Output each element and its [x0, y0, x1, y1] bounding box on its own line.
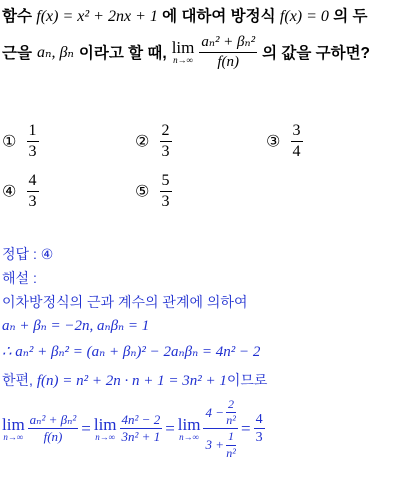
question-line2-c: 의 값을 구하면? [262, 45, 371, 62]
limit-operator-3: lim n→∞ [177, 414, 201, 442]
roots: aₙ, βₙ [36, 44, 74, 61]
explanation-line-2: aₙ + βₙ = −2n, aₙβₙ = 1 [2, 318, 150, 334]
question-line2-b: 이라고 할 때, [78, 45, 167, 62]
final-fraction-1: $\frac{\text{aₙ² + βₙ²}}{f(n)}$ [29, 412, 77, 445]
option-3[interactable]: ③ $\frac{3}{4}$ [266, 122, 301, 160]
fraction-numerator: aₙ² + βₙ² [199, 34, 257, 53]
fraction-denominator: f(n) [217, 53, 240, 70]
explanation-line-3: ∴ aₙ² + βₙ² = (aₙ + βₙ)² − 2aₙβₙ = 4n² − 2 [2, 344, 261, 360]
option-5[interactable]: ⑤ $\frac{5}{3}$ [135, 172, 170, 210]
function-definition: f(x) = x² + 2nx + 1 [36, 8, 158, 25]
question-mid: 에 대하여 방정식 [162, 8, 276, 25]
equation: f(x) = 0 [279, 8, 329, 25]
limit-operator-1: lim n→∞ [2, 414, 25, 442]
question-line-1 [2, 4, 368, 26]
option-1[interactable]: ① $\frac{1}{3}$ [2, 122, 37, 160]
final-result: $\frac{4}{3}$ [255, 411, 263, 446]
explanation-line-1: 이차방정식의 근과 계수의 관계에 의하여 [2, 294, 248, 310]
option-2[interactable]: ② $\frac{2}{3}$ [135, 122, 170, 160]
answer-label: 정답 : ④ [2, 246, 54, 262]
final-fraction-2: $\frac{\text{4n² − 2}}{\text{3n² + 1}}$ [121, 412, 161, 445]
explanation-label: 해설 : [2, 270, 37, 286]
question-suffix: 의 두 [333, 8, 368, 25]
limit-operator: lim n→∞ [171, 38, 195, 65]
explanation-line-4: 한편, f(n) = n² + 2n · n + 1 = 3n² + 1이므로 [2, 372, 268, 389]
limit-operator-2: lim n→∞ [93, 414, 117, 442]
question-line-2 [2, 34, 370, 70]
final-computation: lim n→∞ $\frac{\text{aₙ² + βₙ²}}{f(n)}$ = lim n→∞ $\frac{\text{4n² − 2}}{\text{3n² + 1}}$ = lim n→∞ 4 − $\frac{2}{\text{n²}}$ 3 + $\frac{1}{\text{n²}}$ = $\frac{4}{3}$ [2, 397, 263, 460]
limit-fraction [199, 34, 257, 70]
question-line2-a: 근을 [2, 45, 32, 62]
final-fraction-3: 4 − $\frac{2}{\text{n²}}$ 3 + $\frac{1}{\text{n²}}$ [203, 398, 238, 460]
option-4[interactable]: ④ $\frac{4}{3}$ [2, 172, 37, 210]
question-prefix: 함수 [2, 8, 32, 25]
